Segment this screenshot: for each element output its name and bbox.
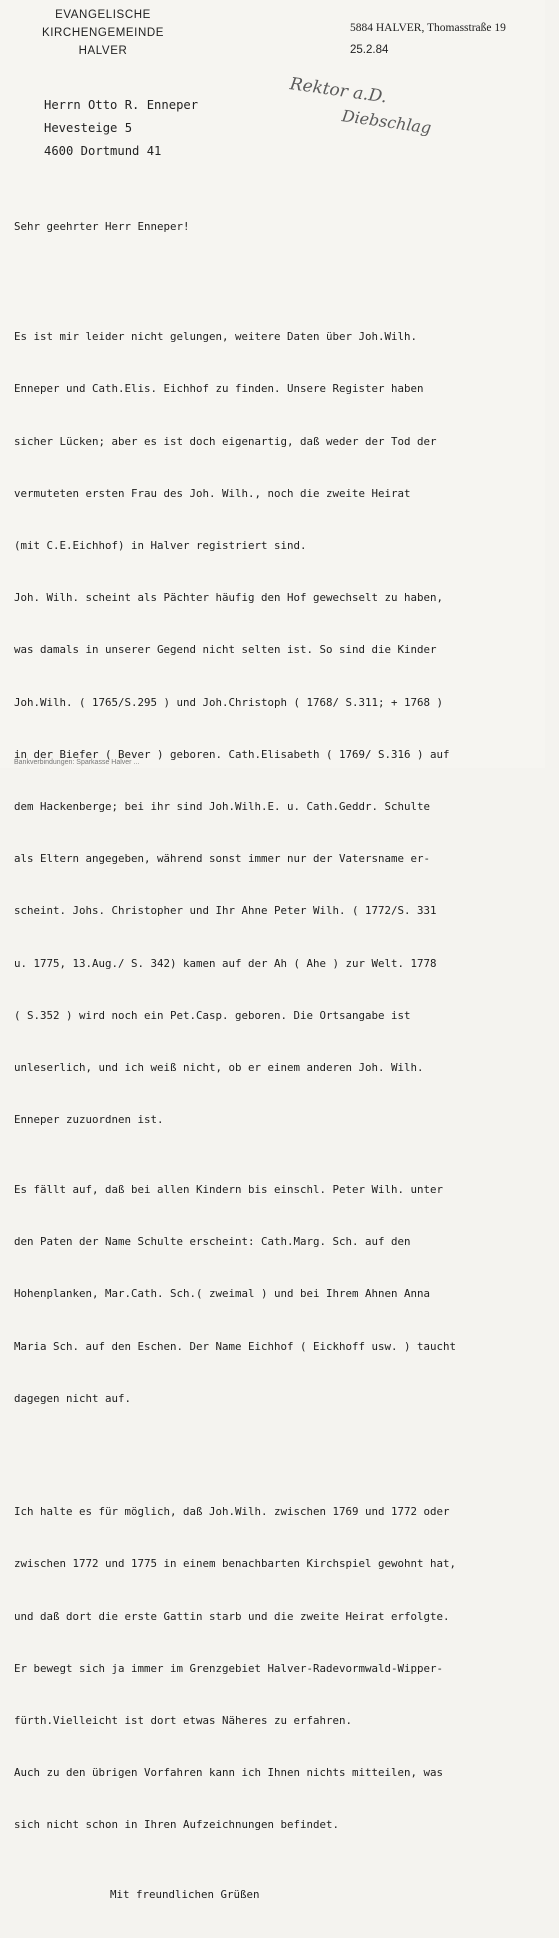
body-line: scheint. Johs. Christopher und Ihr Ahne Peter Wilh. ( 1772/S. 331	[14, 904, 437, 918]
body-line: vermuteten ersten Frau des Joh. Wilh., noch die zweite Heirat	[14, 486, 411, 500]
body-line: Enneper und Cath.Elis. Eichhof zu finden. Unsere Register haben	[14, 382, 424, 396]
body-line: Es ist mir leider nicht gelungen, weitere Daten über Joh.Wilh.	[14, 330, 418, 344]
letterhead	[18, 6, 188, 60]
recipient-block	[44, 94, 198, 163]
body-line: in der Biefer ( Bever ) geboren. Cath.Elisabeth ( 1769/ S.316 ) auf	[14, 747, 450, 761]
body-line: Hohenplanken, Mar.Cath. Sch.( zweimal ) und bei Ihrem Ahnen Anna	[14, 1287, 431, 1301]
body-line: zwischen 1772 und 1775 in einem benachbarten Kirchspiel gewohnt hat,	[14, 1557, 457, 1571]
footer-bank-details: Bankverbindungen: Sparkasse Halver ...	[14, 759, 140, 766]
body-line: Enneper zuzuordnen ist.	[14, 1113, 164, 1127]
body-line: Joh. Wilh. scheint als Pächter häufig den Hof gewechselt zu haben,	[14, 591, 444, 605]
body-line: (mit C.E.Eichhof) in Halver registriert sind.	[14, 539, 307, 553]
body-line: sicher Lücken; aber es ist doch eigenartig, daß weder der Tod der	[14, 434, 437, 448]
body-line: Maria Sch. auf den Eschen. Der Name Eichhof ( Eickhoff usw. ) taucht	[14, 1339, 457, 1353]
letter-body	[14, 183, 536, 1938]
closing: Mit freundlichen Grüßen	[110, 1887, 260, 1901]
handwritten-note-line-1: Rektor a.D.	[288, 74, 389, 108]
body-line: und daß dort die erste Gattin starb und die zweite Heirat erfolgte.	[14, 1609, 450, 1623]
recipient-city: 4600 Dortmund 41	[44, 144, 162, 158]
body-line: u. 1775, 13.Aug./ S. 342) kamen auf der Ah ( Ahe ) zur Welt. 1778	[14, 956, 437, 970]
letter-date: 25.2.84	[350, 44, 389, 56]
body-line: was damals in unserer Gegend nicht selten ist. So sind die Kinder	[14, 643, 437, 657]
salutation: Sehr geehrter Herr Enneper!	[14, 219, 190, 233]
body-line: Ich halte es für möglich, daß Joh.Wilh. zwischen 1769 und 1772 oder	[14, 1505, 450, 1519]
body-line: fürth.Vielleicht ist dort etwas Näheres zu erfahren.	[14, 1713, 353, 1727]
body-line: Es fällt auf, daß bei allen Kindern bis einschl. Peter Wilh. unter	[14, 1182, 444, 1196]
letterhead-line-1: EVANGELISCHE	[55, 9, 151, 21]
recipient-street: Hevesteige 5	[44, 121, 133, 135]
body-line: unleserlich, und ich weiß nicht, ob er einem anderen Joh. Wilh.	[14, 1061, 424, 1075]
body-line: Joh.Wilh. ( 1765/S.295 ) und Joh.Christoph ( 1768/ S.311; + 1768 )	[14, 695, 444, 709]
body-line: dem Hackenberge; bei ihr sind Joh.Wilh.E. u. Cath.Geddr. Schulte	[14, 800, 431, 814]
body-line: den Paten der Name Schulte erscheint: Cath.Marg. Sch. auf den	[14, 1235, 411, 1249]
body-line: Auch zu den übrigen Vorfahren kann ich Ihnen nichts mitteilen, was	[14, 1766, 444, 1780]
body-line: als Eltern angegeben, während sonst immer nur der Vatersname er-	[14, 852, 431, 866]
body-line: Er bewegt sich ja immer im Grenzgebiet Halver-Radevormwald-Wipper-	[14, 1661, 444, 1675]
body-line: dagegen nicht auf.	[14, 1391, 132, 1405]
handwritten-note-line-2: Diebschlag	[340, 106, 433, 138]
sender-address: 5884 HALVER, Thomasstraße 19	[350, 22, 506, 34]
letterhead-line-3: HALVER	[78, 45, 128, 57]
body-line: sich nicht schon in Ihren Aufzeichnungen befindet.	[14, 1818, 340, 1832]
letterhead-line-2: KIRCHENGEMEINDE	[41, 27, 165, 39]
body-line: ( S.352 ) wird noch ein Pet.Casp. geboren. Die Ortsangabe ist	[14, 1008, 411, 1022]
recipient-name: Herrn Otto R. Enneper	[44, 98, 199, 112]
